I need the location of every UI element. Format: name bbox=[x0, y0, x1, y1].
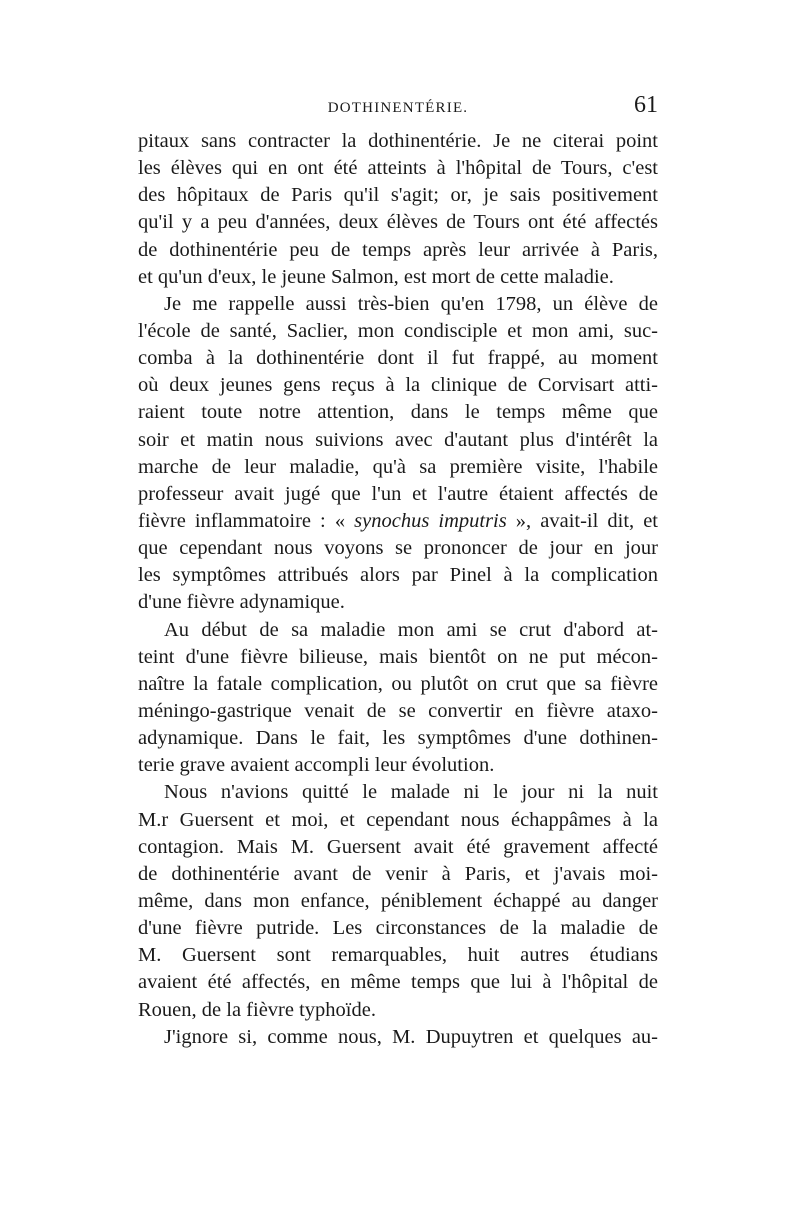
text-line: que cependant nous voyons se prononcer de jour en jour bbox=[138, 537, 658, 560]
text-line: et qu'un d'eux, le jeune Salmon, est mort de cette maladie. bbox=[138, 265, 614, 288]
text-line: M. Guersent sont remarquables, huit autres étudians bbox=[138, 944, 658, 967]
text-line: soir et matin nous suivions avec d'autant plus d'intérêt la bbox=[138, 428, 658, 451]
text-line: des hôpitaux de Paris qu'il s'agit; or, je sais positivement bbox=[138, 184, 658, 207]
text-line: contagion. Mais M. Guersent avait été gravement affecté bbox=[138, 835, 658, 858]
text-line: marche de leur maladie, qu'à sa première visite, l'habile bbox=[138, 455, 658, 478]
text-line: où deux jeunes gens reçus à la clinique de Corvisart atti- bbox=[138, 374, 658, 397]
text-line: comba à la dothinentérie dont il fut frappé, au moment bbox=[138, 347, 658, 370]
text-segment: fièvre inflammatoire : « bbox=[138, 509, 355, 532]
text-line: l'école de santé, Saclier, mon condisciple et mon ami, suc- bbox=[138, 319, 658, 342]
text-line: d'une fièvre putride. Les circonstances de la maladie de bbox=[138, 917, 658, 940]
text-line: Rouen, de la fièvre typhoïde. bbox=[138, 998, 376, 1021]
text-line: M.r Guersent et moi, et cependant nous échappâmes à la bbox=[138, 808, 658, 831]
text-line: professeur avait jugé que l'un et l'autre étaient affectés de bbox=[138, 482, 658, 505]
text-line: terie grave avaient accompli leur évolution. bbox=[138, 754, 495, 777]
text-line: les élèves qui en ont été atteints à l'hôpital de Tours, c'est bbox=[138, 157, 658, 180]
body-text bbox=[138, 128, 658, 1051]
text-line: Nous n'avions quitté le malade ni le jour ni la nuit bbox=[164, 781, 658, 804]
page-number: 61 bbox=[634, 92, 658, 118]
text-line: les symptômes attribués alors par Pinel à la complication bbox=[138, 564, 658, 587]
text-line: qu'il y a peu d'années, deux élèves de Tours ont été affectés bbox=[138, 211, 658, 234]
text-line: d'une fièvre adynamique. bbox=[138, 591, 345, 614]
running-head: DOTHINENTÉRIE. bbox=[327, 100, 469, 116]
text-line: méningo-gastrique venait de se convertir en fièvre ataxo- bbox=[138, 699, 658, 722]
text-line bbox=[138, 508, 658, 535]
text-line: même, dans mon enfance, péniblement échappé au danger bbox=[138, 889, 658, 912]
latin-term: synochus imputris bbox=[354, 509, 507, 532]
text-line: raient toute notre attention, dans le temps même que bbox=[138, 401, 658, 424]
text-line: de dothinentérie avant de venir à Paris, et j'avais moi- bbox=[138, 862, 658, 885]
text-line: avaient été affectés, en même temps que lui à l'hôpital de bbox=[138, 971, 658, 994]
text-line: naître la fatale complication, ou plutôt on crut que sa fièvre bbox=[138, 672, 658, 695]
text-segment: », avait-il dit, et bbox=[506, 509, 659, 532]
text-line: adynamique. Dans le fait, les symptômes d'une dothinen- bbox=[138, 727, 658, 750]
text-line: Au début de sa maladie mon ami se crut d'abord at- bbox=[164, 618, 658, 641]
text-line: pitaux sans contracter la dothinentérie. Je ne citerai point bbox=[138, 130, 658, 152]
text-line: Je me rappelle aussi très-bien qu'en 1798, un élève de bbox=[164, 292, 658, 315]
text-line: J'ignore si, comme nous, M. Dupuytren et quelques au- bbox=[164, 1025, 658, 1048]
text-line: teint d'une fièvre bilieuse, mais bientôt on ne put mécon- bbox=[138, 645, 658, 668]
page-header bbox=[138, 92, 658, 122]
text-line: de dothinentérie peu de temps après leur arrivée à Paris, bbox=[138, 238, 658, 261]
